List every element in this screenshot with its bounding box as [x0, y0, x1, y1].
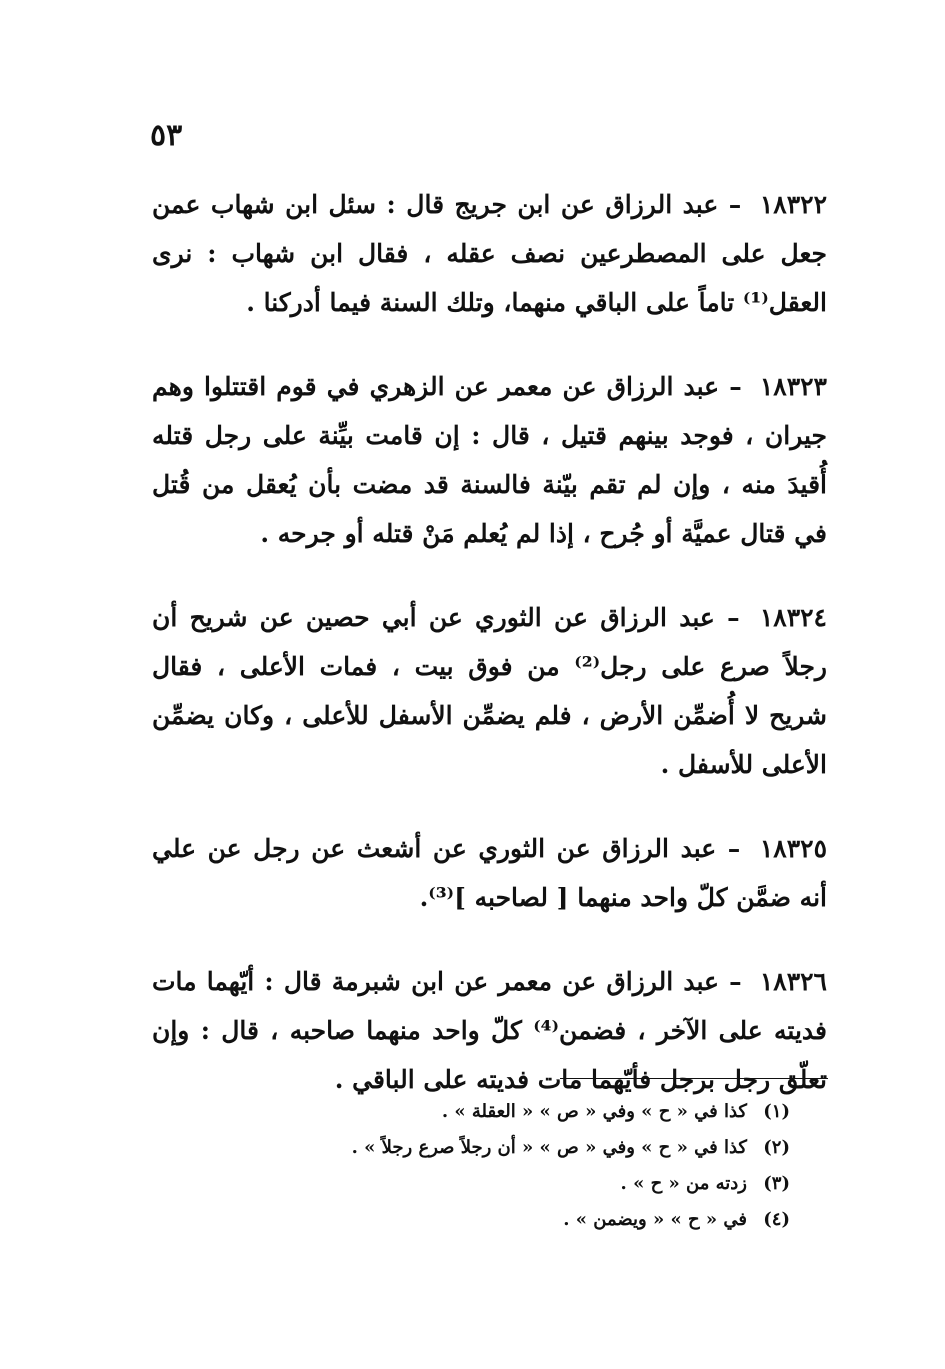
footnote-text: كذا في « ح » وفي « ص » « أن رجلاً صرع رجلاً » .	[351, 1137, 747, 1158]
hadith-number: ١٨٣٢٤	[759, 603, 827, 632]
paragraph-text: – عبد الرزاق عن الثوري عن أشعث عن رجل عن علي أنه ضمَّن كلّ واحد منهما [ لصاحبه ]⁽³⁾.	[152, 834, 827, 912]
hadith-number: ١٨٣٢٢	[759, 190, 827, 219]
paragraph	[152, 824, 827, 922]
footnote	[270, 1202, 790, 1238]
hadith-number: ١٨٣٢٣	[759, 372, 827, 401]
footnote-number: (٣)	[763, 1173, 790, 1194]
footnote	[270, 1130, 790, 1166]
footnote-text: كذا في « ح » وفي « ص » « العقلة » .	[441, 1101, 747, 1122]
footnotes	[270, 1094, 790, 1238]
paragraph-text: – عبد الرزاق عن معمر عن ابن شبرمة قال : أيّهما مات فديته على الآخر ، فضمن⁽⁴⁾ كلّ واحد منهما صاحبه ، قال : وإن تعلّق رجل برجل فأيّهما مات فديته على الباقي .	[152, 967, 827, 1094]
paragraph-text: – عبد الرزاق عن معمر عن الزهري في قوم اقتتلوا وهم جيران ، فوجد بينهم قتيل ، قال : إن قامت بيِّنة على رجل قتله أُقيدَ منه ، وإن لم تقم بيّنة فالسنة قد مضت بأن يُعقل من قُتل في قتال عميَّة أو جُرح ، إذا لم يُعلم مَنْ قتله أو جرحه .	[152, 372, 827, 548]
paragraph-text: – عبد الرزاق عن ابن جريج قال : سئل ابن شهاب عمن جعل على المصطرعين نصف عقله ، فقال ابن شهاب : نرى العقل⁽¹⁾ تاماً على الباقي منهما، وتلك السنة فيما أدركنا .	[152, 190, 827, 317]
paragraph	[152, 362, 827, 558]
main-text	[152, 180, 827, 1139]
footnote-number: (٤)	[763, 1209, 790, 1230]
paragraph	[152, 180, 827, 327]
footnote-text: زدته من « ح » .	[620, 1173, 747, 1194]
footnote	[270, 1166, 790, 1202]
hadith-number: ١٨٣٢٦	[759, 967, 827, 996]
paragraph	[152, 957, 827, 1104]
footnote	[270, 1094, 790, 1130]
page-number: ٥٣	[150, 118, 183, 153]
paragraph	[152, 593, 827, 789]
paragraph-text: – عبد الرزاق عن الثوري عن أبي حصين عن شريح أن رجلاً صرع على رجل⁽²⁾ من فوق بيت ، فمات الأعلى ، فقال شريح لا أُضمِّن الأرض ، فلم يضمِّن الأسفل للأعلى ، وكان يضمِّن الأعلى للأسفل .	[152, 603, 827, 779]
footnote-number: (٢)	[763, 1137, 790, 1158]
footnote-divider	[560, 1078, 828, 1079]
hadith-number: ١٨٣٢٥	[759, 834, 827, 863]
footnote-text: في « ح » « ويضمن » .	[563, 1209, 747, 1230]
footnote-number: (١)	[763, 1101, 790, 1122]
